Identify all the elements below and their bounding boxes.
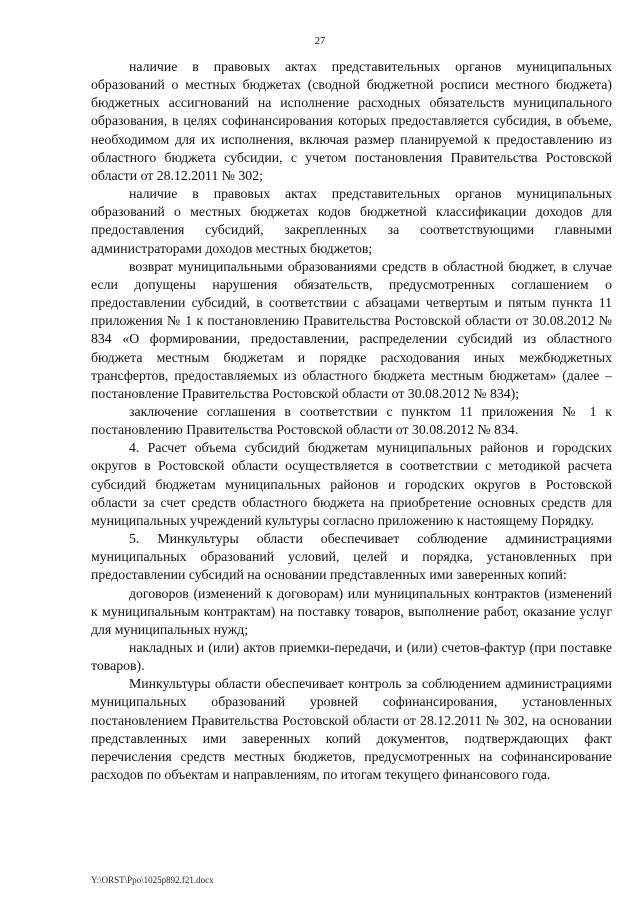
paragraph-contracts: договоров (изменений к договорам) или муниципальных контрактов (изменений к муниципальным контрактам) на поставку товаров, выполнение работ, оказание услуг для муниципальных нужд; [91, 585, 612, 637]
paragraph-budget-allocations: наличие в правовых актах представительных органов муниципальных образований о местных бюджетах (сводной бюджетной росписи местного бюджета) бюджетных ассигнований на исполнение расходных обязательств муниципального образования, в целях софинансирования которых предоставляется субсидия, в объеме, необходимом для их исполнения, включая размер планируемой к предоставлению из областного бюджета субсидии, с учетом постановления Правительства Ростовской области от 28.12.2011 № 302; [91, 59, 612, 183]
paragraph-cofinancing-control: Минкультуры области обеспечивает контроль за соблюдением администрациями муниципальных образований уровней софинансирования, установленных постановлением Правительства Ростовской области от 28.12.2011 № 302, на основании представленных ими заверенных копий документов, подтверждающих факт перечисления средств местных бюджетов, предусмотренных на софинансирование расходов по объектам и направлениям, по итогам текущего финансового года. [91, 676, 612, 783]
paragraph-section-4-calculation: 4. Расчет объема субсидий бюджетам муниципальных районов и городских округов в Ростовской области осуществляется в соответствии с методикой расчета субсидий бюджетам муниципальных районов и городских округов в Ростовской области за счет средств областного бюджета на приобретение основных средств для муниципальных учреждений культуры согласно приложению к настоящему Порядку. [91, 440, 612, 528]
paragraph-invoices: накладных и (или) актов приемки-передачи, и (или) счетов-фактур (при поставке товаров). [91, 640, 612, 674]
paragraph-budget-classification-codes: наличие в правовых актах представительных органов муниципальных образований о местных бюджетах кодов бюджетной классификации доходов для предоставления субсидий, закрепленных за соответствующими главными администраторами доходов местных бюджетов; [91, 186, 612, 256]
page-number: 27 [314, 36, 326, 47]
paragraph-agreement-conclusion: заключение соглашения в соответствии с пунктом 11 приложения № 1 к постановлению Правительства Ростовской области от 30.08.2012 № 834. [91, 403, 612, 438]
paragraph-section-5-compliance: 5. Минкультуры области обеспечивает соблюдение администрациями муниципальных образований условий, целей и порядка, установленных при предоставлении субсидий на основании представленных ими заверенных копий: [91, 531, 612, 583]
document-body [91, 58, 612, 784]
paragraph-return-of-funds: возврат муниципальными образованиями средств в областной бюджет, в случае если допущены нарушения обязательств, предусмотренных соглашением о предоставлении субсидий, в соответствии с абзацами четвертым и пятым пункта 11 приложения № 1 к постановлению Правительства Ростовской области от 30.08.2012 № 834 «О формировании, предоставлении, распределении субсидий из областного бюджета местным бюджетам и порядке расходования иных межбюджетных трансфертов, предоставляемых из областного бюджета местным бюджетам» (далее – постановление Правительства Ростовской области от 30.08.2012 № 834); [91, 258, 612, 401]
footer-file-path: Y:\ORST\Ppo\1025p892.f21.docx [91, 875, 214, 885]
